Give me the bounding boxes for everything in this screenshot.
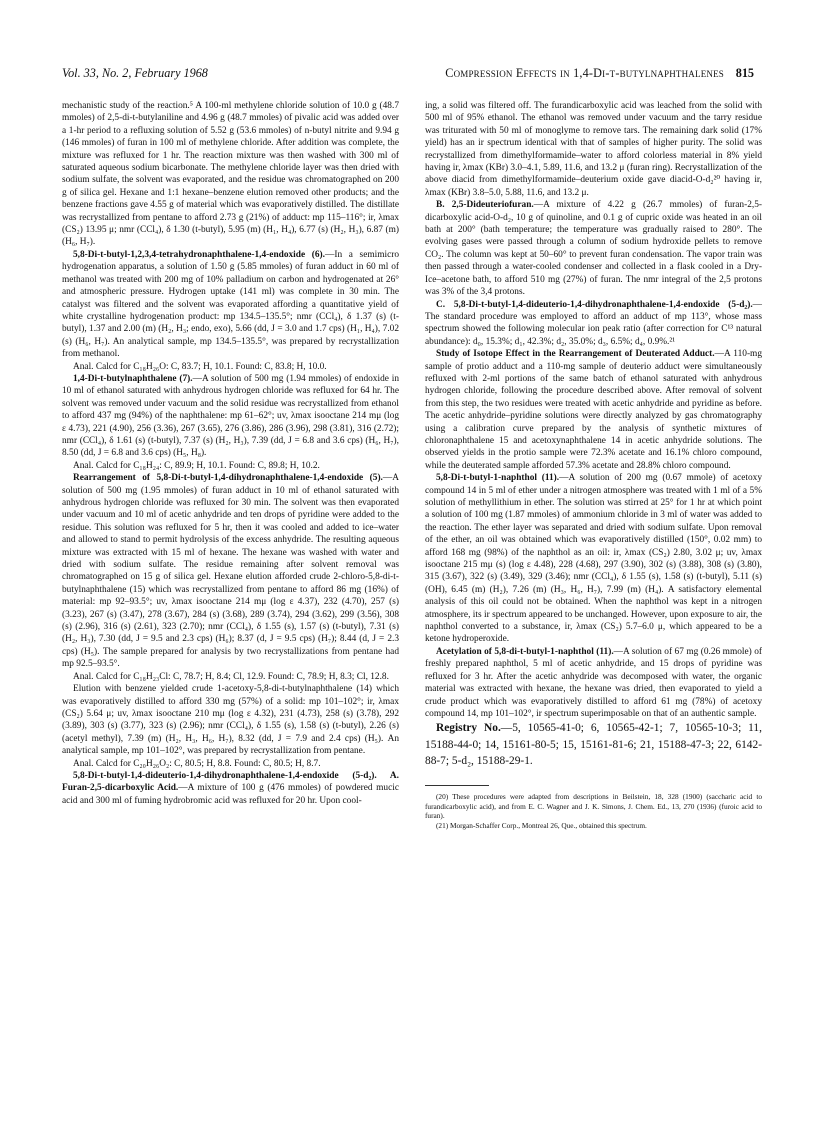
analysis-line: Anal. Calcd for C₂₀H₂₆O₂: C, 80.5; H, 8.8. Found: C, 80.5; H, 8.7.: [73, 758, 321, 769]
paragraph: [425, 646, 762, 720]
paragraph-text: —A 110-mg sample of protio adduct and a 110-mg sample of deuterio adduct were simultaneously refluxed with 2-ml portions of the same batch of ethanol saturated with anhydrous hydrogen chloride, following the procedure described above. After removal of solvent from this step, the two residues were treated with acetic anhydride and pyridine as before. The acetic anhydride–pyridine solutions were directly analyzed by gas chromatography using a calibration curve prepared by the analysis of synthetic mixtures of chloronaphthalene 15 and acetoxynaphthalene 14 in acetic anhydride solutions. The observed yields in the protio sample were 72.3% acetate and 16.1% chloro compound, while the deuterated sample afforded 57.3% acetate and 28.8% chloro compound.: [425, 349, 762, 471]
section-heading: C. 5,8-Di-t-butyl-1,4-dideuterio-1,4-dihydronaphthalene-1,4-endoxide (5-d₂).: [436, 299, 753, 310]
paragraph: [425, 472, 762, 646]
section-heading: Acetylation of 5,8-di-t-butyl-1-naphthol (11).: [436, 646, 614, 657]
paragraph-text: —A solution of 500 mg (1.94 mmoles) of endoxide in 10 ml of ethanol saturated with anhydrous hydrogen chloride was refluxed for 64 hr. The solvent was removed under vacuum and the solid residue was recrystallized from ethanol to afford 437 mg (94%) of the naphthalene: mp 61–62°; uv, λmax isooctane 214 mμ (log ε 4.73), 221 (4.90), 256 (3.36), 267 (3.65), 276 (3.86), 286 (3.96), 298 (3.81), 316 (2.72); nmr (CCl₄), δ 1.61 (s) (t-butyl), 7.37 (s) (H₂, H₃), 7.39 (dd, J = 6.8 and 3.6 cps) (H₆, H₇), 8.50 (dd, J = 6.8 and 3.6 cps) (H₅, H₈).: [62, 373, 399, 459]
paragraph-text: —A solution of 500 mg (1.95 mmoles) of furan adduct in 10 ml of ethanol saturated with anhydrous hydrogen chloride was refluxed for 30 min. The solvent was then evaporated under vacuum and 10 ml of acetic anhydride and ten drops of pyridine were added to the residue. This solution was refluxed for 5 hr, then it was cooled and added to ice–water and allowed to stand to permit hydrolysis of the excess anhydride. The resulting aqueous mixture was extracted with 15 ml of hexane. The hexane was washed with water and dried with sodium sulfate. The residue remaining after solvent removal was chromatographed on 15 g of silica gel. Hexane elution afforded crude 2-chloro-5,8-di-t-butylnaphthalene (15) which was recrystallized from pentane to afford 86 mg (16%) of material: mp 92–93.5°; uv, λmax isooctane 214 mμ (log ε 4.37), 232 (4.70), 257 (s) (3.23), 267 (s) (3.47), 278 (3.67), 284 (s) (3.68), 289 (3.74), 294 (3.62), 299 (3.56), 308 (s) (2.96), 316 (s) (2.61), 323 (2.70); nmr (CCl₄), δ 1.55 (s), 1.57 (s) (t-butyl), 7.31 (s) (H₂, H₃), 7.30 (dd, J = 9.5 and 2.3 cps) (H₆); 8.37 (d, J = 9.5 cps) (H₇); 8.44 (d, J = 2.3 cps) (H₅). The sample prepared for analysis by two recrystallizations from pentane had mp 92.5–93.5°.: [62, 473, 399, 670]
page-header: [62, 66, 754, 82]
left-column: [62, 100, 399, 807]
registry-numbers: [425, 720, 762, 769]
paragraph-text: —In a semimicro hydrogenation apparatus, a solution of 1.50 g (5.85 mmoles) of furan adduct in 60 ml of methanol was treated with 200 mg of 10% palladium on carbon and hydrogenated at 26° and atmospheric pressure. Hydrogen uptake (141 ml) was complete in 30 min. The catalyst was filtered and the solvent was evaporated affording a quantitative yield of white crystalline hydrogenation product: mp 134.5–135.5°; nmr (CCl₄), δ 1.37 (s) (t-butyl), 1.37 and 2.00 (m) (H₂, H₃; endo, exo), 5.66 (dd, J = 3.0 and 1.7 cps) (H₁, H₄), 7.02 (s) (H₆, H₇). An analytical sample, mp 134.5–135.5°, was prepared by recrystallization from methanol.: [62, 249, 400, 360]
paragraph: [425, 348, 762, 472]
journal-citation: Vol. 33, No. 2, February 1968: [62, 66, 208, 80]
section-heading: Rearrangement of 5,8-Di-t-butyl-1,4-dihydronaphthalene-1,4-endoxide (5).: [73, 473, 383, 484]
analysis-line: Anal. Calcd for C₁₈H₂₆O: C, 83.7; H, 10.1. Found: C, 83.8; H, 10.0.: [73, 361, 327, 372]
section-heading: 1,4-Di-t-butylnaphthalene (7).: [73, 373, 193, 384]
section-heading: B. 2,5-Dideuteriofuran.: [436, 200, 534, 211]
paragraph: Elution with benzene yielded crude 1-acetoxy-5,8-di-t-butylnaphthalene (14) which was evaporatively distilled to afford 330 mg (57%) of a solid: mp 101–102°; ir, λmax (CS₂) 5.64 μ; uv, λmax isooctane 210 mμ (log ε 4.32), 231 (4.73), 258 (s) (3.78), 292 (3.89), 303 (s) (3.77), 323 (s) (2.96); nmr (CCl₄), δ 1.55 (s), 1.58 (s) (t-butyl), 2.26 (s) (acetyl methyl), 7.39 (m) (H₂, H₃, H₆, H₇), 8.32 (dd, J = 7.9 and 2.4 cps) (H₅). An analytical sample, mp 101–102°, was prepared by recrystallization from pentane.: [62, 684, 399, 757]
paragraph: [62, 373, 399, 460]
footnote: (20) These procedures were adapted from descriptions in Beilstein, 18, 328 (1900) (saccharic acid to furandicarboxylic acid), and from E. C. Wagner and J. K. Simons, J. Chem. Ed., 13, 270 (1936) (furoic acid to furan).: [425, 791, 762, 821]
paragraph-text: —A solution of 200 mg (0.67 mmole) of acetoxy compound 14 in 5 ml of ether under a nitrogen atmosphere was treated with 1 ml of a 5% solution of methyllithium in ether. The solution was stirred at 25° for 1 hr at which point a solution of 100 mg (1.87 mmoles) of ammonium chloride in 3 ml of water was added to the reaction. The ether layer was separated and dried with sodium sulfate. Upon removal of the ether, an oil was obtained which was evaporatively distilled (150°, 0.02 mm) to afford 168 mg (98%) of the naphthol as an oil: ir, λmax (CS₂) 2.80, 3.02 μ; uv, λmax isooctane 215 mμ (s) (log ε 4.48), 228 (4.68), 297 (3.90), 302 (s) (3.88), 308 (s) (3.80), 315 (3.67), 322 (s) (3.49), 329 (3.46); nmr (CCl₄), δ 1.55 (s), 1.58 (s) (t-butyl), 5.11 (s) (OH), 6.45 (m) (H₂), 7.26 (m) (H₃, H₆, H₇), 7.99 (m) (H₄). A satisfactory elemental analysis of this oil could not be obtained. When the naphthol was kept in a nitrogen atmosphere, its ir spectrum appeared to be unchanged. However, upon exposure to air, the naphthol converted to a substance, ir, λmax (CS₂) 5.7–6.0 μ, which appeared to be a ketone hydroperoxide.: [425, 473, 762, 645]
registry-heading: Registry No.: [436, 722, 501, 735]
page-number: 815: [735, 66, 754, 80]
section-heading: 5,8-Di-t-butyl-1-naphthol (11).: [436, 473, 560, 484]
paragraph: ing, a solid was filtered off. The furandicarboxylic acid was leached from the solid with 500 ml of 95% ethanol. The ethanol was removed under vacuum and the tarry residue was triturated with 50 ml of monoglyme to remove tars. The remaining dark solid (17% yield) has an ir spectrum identical with that of samples of higher purity. The solid was recrystallized from dimethylformamide–water to afford colorless material in 8% yield having ir, λmax (KBr) 3.0–4.1, 5.89, 11.6, and 13.2 μ (furan ring). Recrystallization of the above diacid from dimethylformamide–deuterium oxide gave diacid-O-d₂²⁰ having ir, λmax (KBr) 3.8–5.0, 5.88, 11.6, and 13.2 μ.: [425, 101, 762, 198]
footnote-divider: [425, 785, 489, 786]
paragraph-text: —A mixture of 100 g (476 mmoles) of powdered mucic acid and 300 ml of fuming hydrobromic acid was refluxed for 20 hr. Upon cool-: [62, 783, 399, 806]
section-heading: 5,8-Di-t-butyl-1,4-dideuterio-1,4-dihydronaphthalene-1,4-endoxide (5-d₂). A. Furan-2,5-dicarboxylic Acid.: [62, 770, 399, 794]
analysis-line: Anal. Calcd for C₁₈H₂₄: C, 89.9; H, 10.1. Found: C, 89.8; H, 10.2.: [73, 460, 320, 471]
section-heading: Study of Isotope Effect in the Rearrangement of Deuterated Adduct.: [436, 349, 715, 360]
paragraph-text: —A mixture of 4.22 g (26.7 mmoles) of furan-2,5-dicarboxylic acid-O-d₂, 10 g of quinoline, and 0.1 g of cupric oxide was heated in an oil bath at 200° (bath temperature; the temperature was gradually raised to 280°. The evolving gases were passed through a column of sodium hydroxide pellets to remove CO₂. The column was kept at 50–60° to prevent furan condensation. The vapor train was then passed through a water-cooled condenser and collected in a flask cooled in a Dry-Ice–acetone bath, to afford 510 mg (27%) of furan. The nmr integral of the 2,5 protons was 3% of the 3,4 protons.: [425, 200, 762, 298]
paragraph: [62, 770, 399, 807]
running-title: Compression Effects in 1,4-Di-t-butylnaphthalenes: [445, 66, 724, 80]
paragraph: [425, 199, 762, 298]
paragraph: [62, 249, 399, 361]
paragraph-text: —The standard procedure was employed to afford an adduct of mp 113°, whose mass spectrum showed the following molecular ion peak ratio (after correction for C¹³ natural abundance): d₀, 15.3%; d₁, 42.3%; d₂, 35.0%; d₃, 6.5%; d₄, 0.9%.²¹: [425, 299, 762, 347]
section-heading: 5,8-Di-t-butyl-1,2,3,4-tetrahydronaphthalene-1,4-endoxide (6).: [73, 249, 325, 260]
paragraph-text: —A solution of 67 mg (0.26 mmole) of freshly prepared naphthol, 5 ml of acetic anhydride, and 15 drops of pyridine was refluxed for 3 hr. After the acetic anhydride was decomposed with water, the organic material was extracted with hexane, the hexane was dried, then evaporated to yield a crude product which was evaporatively distilled to afford 61 mg (78%) of acetoxy compound 14, mp 101–102°, ir spectrum superimposable on that of an authentic sample.: [425, 646, 762, 719]
analysis-line: Anal. Calcd for C₁₈H₂₃Cl: C, 78.7; H, 8.4; Cl, 12.9. Found: C, 78.9; H, 8.3; Cl, 12.8.: [73, 671, 389, 682]
footnote: (21) Morgan-Schaffer Corp., Montreal 26, Que., obtained this spectrum.: [436, 820, 647, 830]
paragraph: mechanistic study of the reaction.⁵ A 100-ml methylene chloride solution of 10.0 g (48.7 mmoles) of 2,5-di-t-butylaniline and 4.96 g (48.7 mmoles) of pivalic acid was added over a 1-hr period to a refluxing solution of 5.52 g (53.6 mmoles) of n-butyl nitrite and 9.94 g (146 mmoles) of furan in 100 ml of methylene chloride. After addition was complete, the mixture was refluxed for 1 hr. The reaction mixture was then washed with 300 ml of saturated aqueous sodium bicarbonate. The methylene chloride layer was then dried with sodium sulfate, the solvent was evaporated, and the residue was chromatographed on 200 g of silica gel. Hexane and 1:1 hexane–benzene elution removed other products; and the benzene fractions gave 4.55 g of material which was evaporatively distilled. The distillate was recrystallized from pentane to afford 2.73 g (21%) of adduct: mp 115–116°; ir, λmax (CS₂) 13.95 μ; nmr (CCl₄), δ 1.30 (t-butyl), 5.95 (m) (H₁, H₄), 6.77 (s) (H₂, H₃), 6.87 (m) (H₆, H₇).: [62, 101, 399, 248]
registry-text: —5, 10565-41-0; 6, 10565-42-1; 7, 10565-10-3; 11, 15188-44-0; 14, 15161-80-5; 15, 15161-81-6; 21, 15188-47-3; 22, 6142-88-7; 5-d₂, 15188-29-1.: [425, 722, 762, 767]
paragraph: [425, 299, 762, 349]
paragraph: [62, 472, 399, 671]
right-column: [425, 100, 762, 830]
